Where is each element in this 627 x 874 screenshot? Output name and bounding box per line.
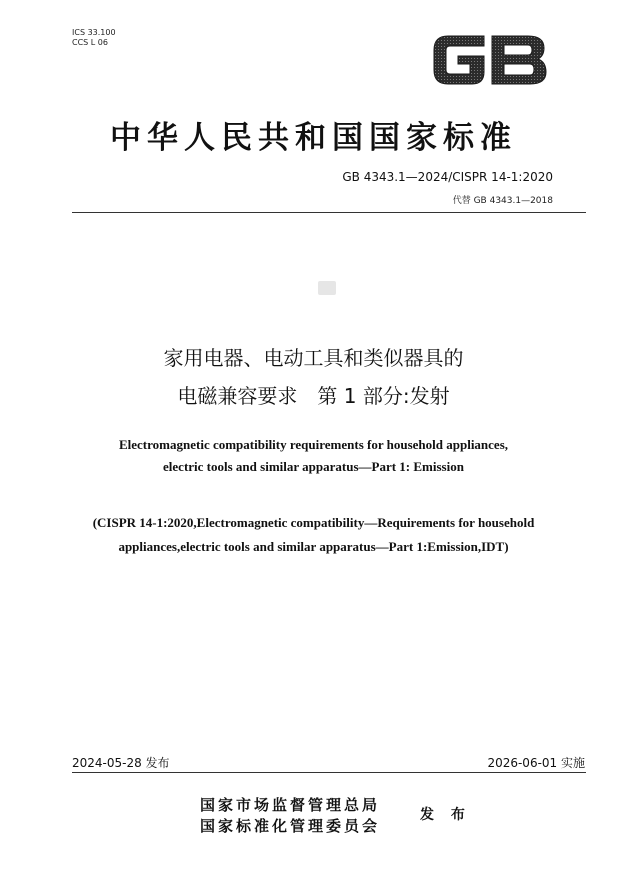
replaces-standard: 代替 GB 4343.1—2018 <box>452 196 553 206</box>
classification-codes <box>72 28 116 48</box>
ccs-code: CCS L 06 <box>72 38 108 47</box>
watermark-mark <box>318 281 336 295</box>
gb-logo <box>428 30 552 90</box>
chinese-title-line-2: 电磁兼容要求 第 1 部分:发射 <box>177 384 450 408</box>
footer-divider <box>72 772 586 773</box>
issue-date: 2024-05-28 发布 <box>72 756 170 770</box>
publish-label: 发 布 <box>420 807 471 823</box>
ics-code: ICS 33.100 <box>72 28 116 37</box>
equivalence-line-1: (CISPR 14-1:2020,Electromagnetic compatibility—Requirements for household <box>92 515 535 530</box>
issuer-sac: 国家标准化管理委员会 <box>200 817 381 835</box>
header-divider <box>72 212 586 213</box>
english-title-line-2: electric tools and similar apparatus—Part 1: Emission <box>163 459 464 474</box>
equivalence-line-2: appliances,electric tools and similar apparatus—Part 1:Emission,IDT) <box>118 539 509 554</box>
chinese-title-line-1: 家用电器、电动工具和类似器具的 <box>163 346 464 370</box>
english-title-line-1: Electromagnetic compatibility requirements for household appliances, <box>118 437 509 452</box>
issuer-samr: 国家市场监督管理总局 <box>200 796 381 814</box>
standard-number: GB 4343.1—2024/CISPR 14-1:2020 <box>342 170 553 184</box>
standard-type-title: 中华人民共和国国家标准 <box>110 120 517 156</box>
implementation-date: 2026-06-01 实施 <box>487 756 585 770</box>
gb-logo-graphic <box>428 30 552 90</box>
